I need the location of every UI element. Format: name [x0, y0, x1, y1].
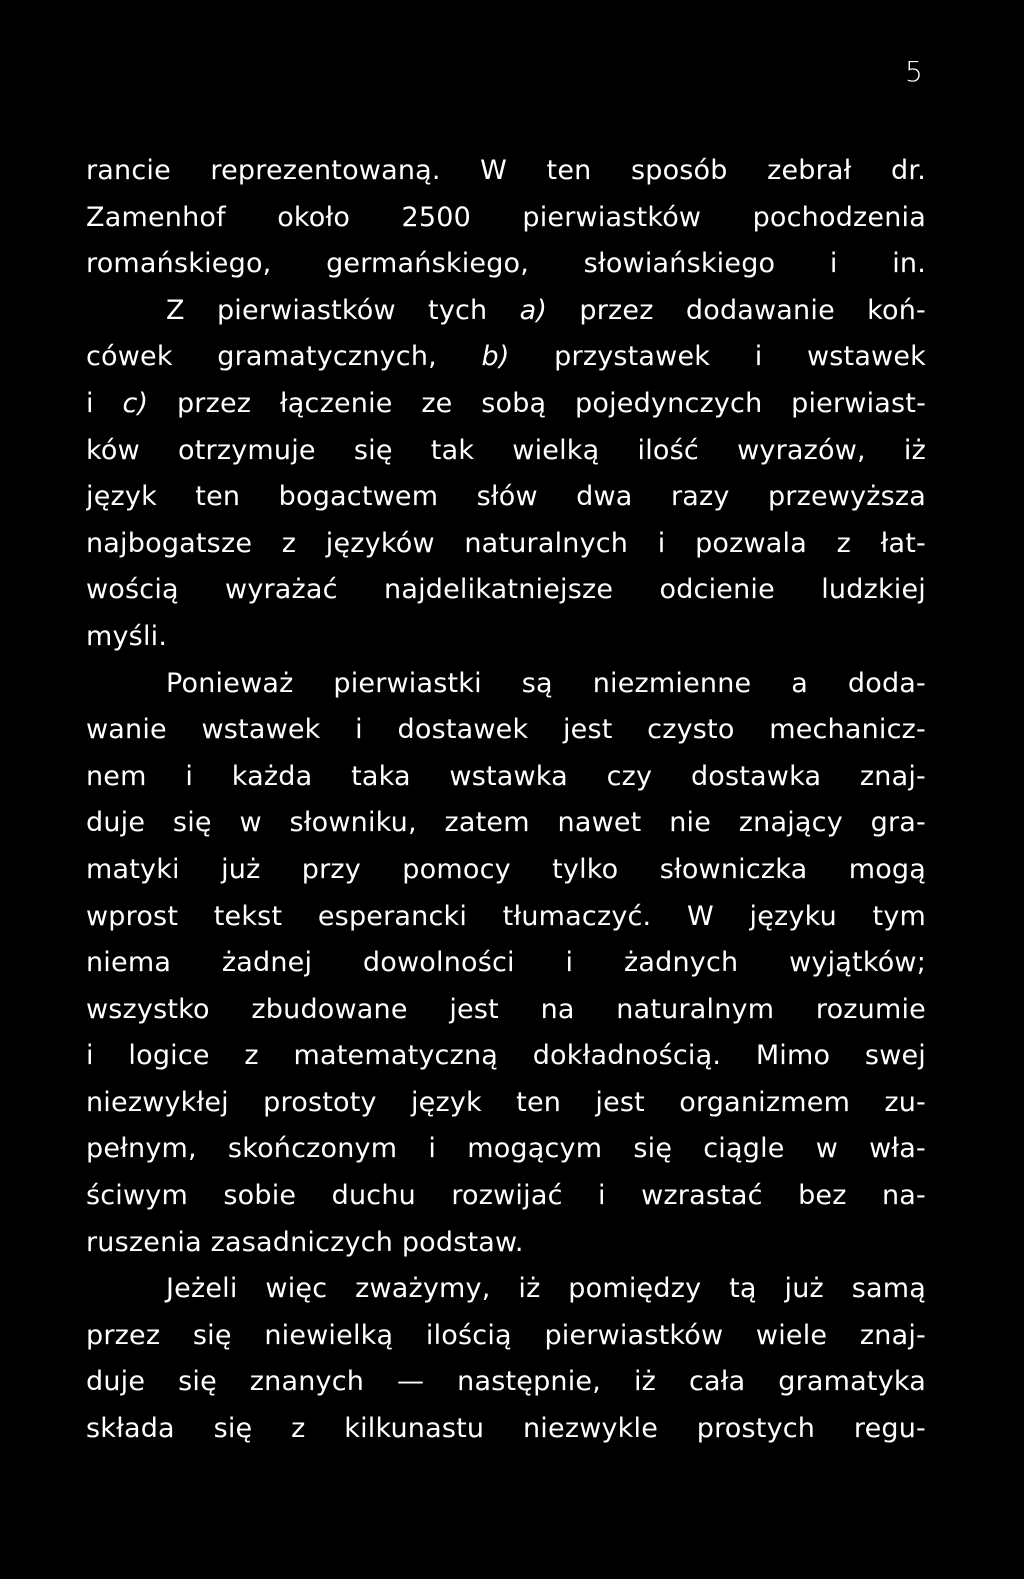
- text-line: duje się znanych — następnie, iż cała gramatyka: [86, 1366, 926, 1398]
- text-line: ków otrzymuje się tak wielką ilość wyrazów, iż: [86, 434, 926, 466]
- text-line: wprost tekst esperancki tłumaczyć. W języku tym: [86, 900, 926, 932]
- text-line: wszystko zbudowane jest na naturalnym rozumie: [86, 993, 926, 1025]
- text-line: składa się z kilkunastu niezwykle prostych regu-: [86, 1413, 926, 1445]
- text-line: język ten bogactwem słów dwa razy przewyższa: [86, 481, 926, 513]
- text-line: Jeżeli więc zważymy, iż pomiędzy tą już samą: [166, 1273, 926, 1305]
- text-line: Zamenhof około 2500 pierwiastków pochodzenia: [86, 201, 926, 233]
- text-segment: Z pierwiastków tych: [166, 294, 520, 326]
- text-segment: przystawek i wstawek: [509, 341, 926, 373]
- text-line: [86, 288, 926, 335]
- text-segment: cówek gramatycznych,: [86, 341, 482, 373]
- text-line: nem i każda taka wstawka czy dostawka znaj-: [86, 760, 926, 792]
- text-line: i logice z matematyczną dokładnością. Mimo swej: [86, 1040, 926, 1072]
- italic-marker: c): [122, 387, 149, 419]
- text-line: duje się w słowniku, zatem nawet nie znający gra-: [86, 807, 926, 839]
- italic-marker: b): [481, 341, 510, 373]
- text-line: wanie wstawek i dostawek jest czysto mechanicz-: [86, 714, 926, 746]
- text-line: przez się niewielką ilością pierwiastków wiele znaj-: [86, 1319, 926, 1351]
- text-line: najbogatsze z języków naturalnych i pozwala z łat-: [86, 527, 926, 559]
- italic-marker: a): [519, 294, 548, 326]
- body-text: [86, 148, 926, 1453]
- text-line: ściwym sobie duchu rozwijać i wzrastać bez na-: [86, 1180, 926, 1212]
- text-line: niema żadnej dowolności i żadnych wyjątków;: [86, 947, 926, 979]
- text-line: rancie reprezentowaną. W ten sposób zebrał dr.: [86, 155, 926, 186]
- text-line: romańskiego, germańskiego, słowiańskiego i in.: [86, 248, 926, 280]
- text-line: pełnym, skończonym i mogącym się ciągle w wła-: [86, 1133, 926, 1165]
- text-line: wością wyrażać najdelikatniejsze odcienie ludzkiej: [86, 574, 926, 606]
- text-line: [86, 381, 926, 428]
- page-number: 5: [905, 55, 923, 88]
- text-line: Ponieważ pierwiastki są niezmienne a doda-: [166, 667, 926, 699]
- text-line: ruszenia zasadniczych podstaw.: [86, 1226, 524, 1258]
- text-segment: przez dodawanie koń-: [547, 294, 926, 326]
- text-line: [86, 334, 926, 381]
- text-line: myśli.: [86, 620, 168, 652]
- text-segment: i: [86, 387, 123, 419]
- text-segment: przez łączenie ze sobą pojedynczych pierwiast-: [148, 387, 926, 419]
- text-line: matyki już przy pomocy tylko słowniczka mogą: [86, 853, 926, 885]
- text-line: niezwykłej prostoty język ten jest organizmem zu-: [86, 1086, 926, 1118]
